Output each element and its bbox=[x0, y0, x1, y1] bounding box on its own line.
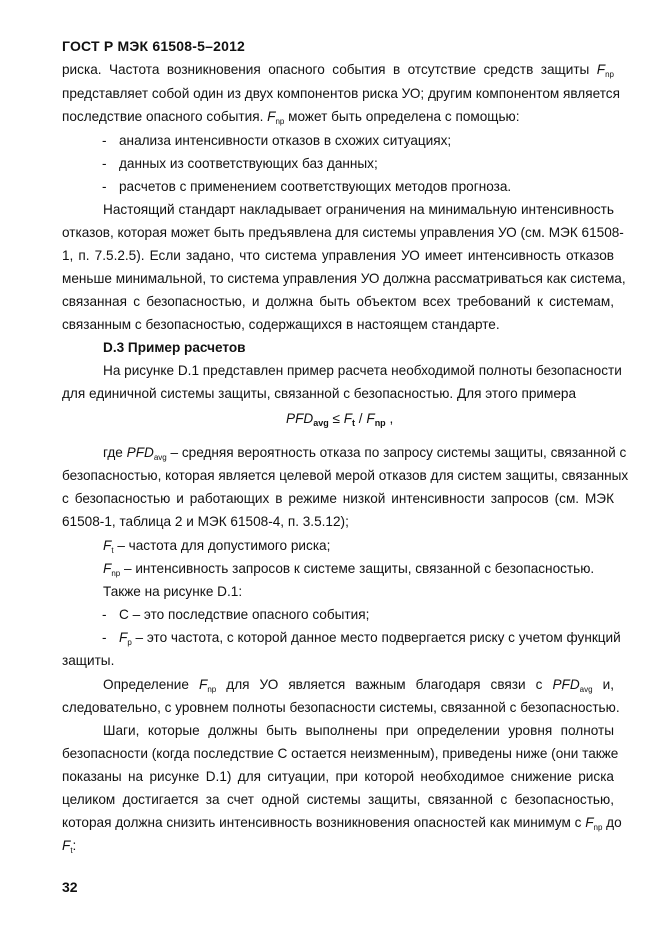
paragraph-line: Шаги, которые должны быть выполнены при определении уровня полноты bbox=[103, 723, 614, 738]
list-item: расчетов с применением соответствующих методов прогноза. bbox=[119, 179, 512, 194]
paragraph-line: представляет собой один из двух компонентов риска УО; другим компонентом является bbox=[62, 86, 620, 101]
section-heading: D.3 Пример расчетов bbox=[103, 340, 246, 355]
list-dash: - bbox=[102, 630, 107, 645]
paragraph-line: показаны на рисунке D.1) для ситуации, при которой необходимое снижение риска bbox=[62, 769, 614, 784]
definition-line: безопасностью, которая является целевой мерой отказов для систем защиты, связанных bbox=[62, 468, 629, 483]
definition-line: $F_{np}$ – интенсивность запросов к системе защиты, связанной с безопасностью. bbox=[103, 561, 595, 578]
definition-line: Также на рисунке D.1: bbox=[103, 584, 243, 599]
list-item: $F_p$ – это частота, с которой данное место подвергается риску с учетом функций bbox=[119, 630, 621, 647]
paragraph-line: которая должна снизить интенсивность возникновения опасностей как минимум с $F_{np}$ до bbox=[62, 815, 622, 832]
paragraph-line: меньше минимальной, то система управления УО должна рассматриваться как система, bbox=[62, 271, 626, 286]
list-dash: - bbox=[102, 156, 107, 171]
formula: $PFD_{avg} \le F_t / F_{np}$ , bbox=[286, 411, 394, 428]
paragraph-line: связанным с безопасностью, содержащихся в настоящем стандарте. bbox=[62, 317, 500, 332]
list-dash: - bbox=[102, 607, 107, 622]
paragraph-line: $F_t$: bbox=[62, 838, 77, 855]
paragraph-line: отказов, которая может быть предъявлена для системы управления УО (см. МЭК 61508- bbox=[62, 225, 624, 240]
paragraph-line: для единичной системы защиты, связанной с безопасностью. Для этого примера bbox=[62, 386, 577, 401]
paragraph-line: следовательно, с уровнем полноты безопасности системы, связанной с безопасностью. bbox=[62, 700, 620, 715]
definition-line: 61508-1, таблица 2 и МЭК 61508-4, п. 3.5.12); bbox=[62, 514, 349, 529]
list-item: данных из соответствующих баз данных; bbox=[119, 156, 378, 171]
paragraph-line: 1, п. 7.5.2.5). Если задано, что система управления УО имеет интенсивность отказов bbox=[62, 248, 614, 263]
list-dash: - bbox=[102, 133, 107, 148]
paragraph-line: Определение $F_{np}$ для УО является важным благодаря связи с $PFD_{avg}$ и, bbox=[103, 677, 614, 694]
definition-line: с безопасностью и работающих в режиме низкой интенсивности запросов (см. МЭК bbox=[62, 491, 614, 506]
definition-line: $F_t$ – частота для допустимого риска; bbox=[103, 538, 331, 555]
page-number: 32 bbox=[62, 879, 78, 895]
paragraph-line: последствие опасного события. $F_{np}$ может быть определена с помощью: bbox=[62, 109, 520, 126]
list-item-continuation: защиты. bbox=[62, 653, 115, 668]
standard-header: ГОСТ Р МЭК 61508-5–2012 bbox=[62, 38, 246, 54]
paragraph-line: безопасности (когда последствие С остается неизменным), приведены ниже (они также bbox=[62, 746, 619, 761]
list-dash: - bbox=[102, 179, 107, 194]
paragraph-line: риска. Частота возникновения опасного события в отсутствие средств защиты $F_{np}$ bbox=[62, 62, 614, 79]
definition-line: где $PFD_{avg}$ – средняя вероятность отказа по запросу системы защиты, связанной с bbox=[103, 445, 627, 462]
paragraph-line: На рисунке D.1 представлен пример расчета необходимой полноты безопасности bbox=[103, 363, 622, 378]
list-item: анализа интенсивности отказов в схожих ситуациях; bbox=[119, 133, 452, 148]
list-item: С – это последствие опасного события; bbox=[119, 607, 370, 622]
paragraph-line: Настоящий стандарт накладывает ограничения на минимальную интенсивность bbox=[103, 202, 614, 217]
paragraph-line: целиком достигается за счет одной системы защиты, связанной с безопасностью, bbox=[62, 792, 614, 807]
paragraph-line: связанная с безопасностью, и должна быть объектом всех требований к системам, bbox=[62, 294, 614, 309]
